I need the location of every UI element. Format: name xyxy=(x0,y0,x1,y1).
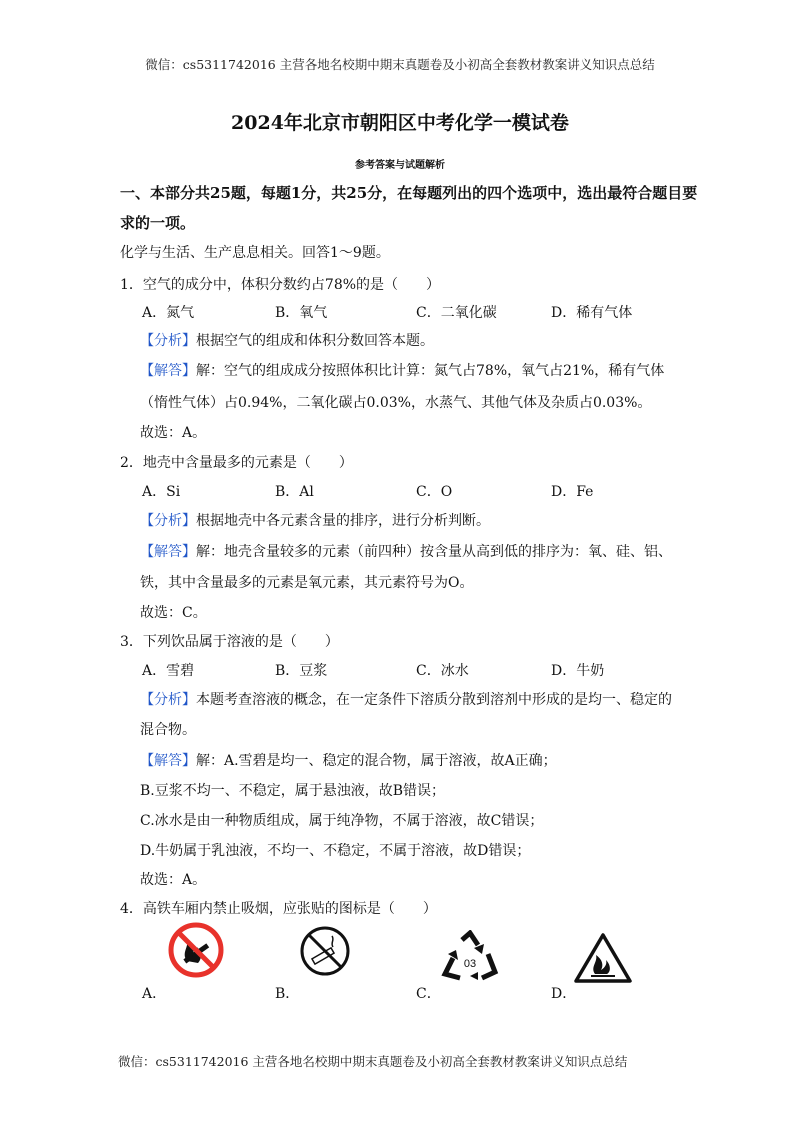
question-3-stem: 3．下列饮品属于溶液的是（ ） xyxy=(120,634,339,650)
question-1-stem: 1．空气的成分中，体积分数约占78%的是（ ） xyxy=(120,277,441,293)
q2-option-d: D．Fe xyxy=(551,484,594,500)
q3-answer-b: B.豆浆不均一、不稳定，属于悬浊液，故B错误； xyxy=(140,783,446,799)
no-fire-icon xyxy=(167,921,225,979)
q4-option-b: B． xyxy=(275,986,300,1002)
q4-option-d: D． xyxy=(551,986,577,1002)
q2-answer: 【解答】解：地壳含量较多的元素（前四种）按含量从高到低的排序为：氧、硅、铝、 xyxy=(140,544,672,560)
q1-answer: 【解答】解：空气的组成成分按照体积比计算：氮气占78%，氧气占21%，稀有气体 xyxy=(140,363,665,379)
question-4-stem: 4．高铁车厢内禁止吸烟，应张贴的图标是（ ） xyxy=(120,901,437,917)
intro-text: 化学与生活、生产息息相关。回答1～9题。 xyxy=(120,245,390,261)
q3-option-a: A．雪碧 xyxy=(142,663,195,679)
q2-option-b: B．Al xyxy=(275,484,314,500)
q4-option-c: C． xyxy=(416,986,441,1002)
q4-option-a: A． xyxy=(142,986,167,1002)
q2-answer-cont: 铁，其中含量最多的元素是氧元素，其元素符号为O。 xyxy=(140,575,474,591)
q1-option-d: D．稀有气体 xyxy=(551,305,633,321)
q1-answer-cont: （惰性气体）占0.94%，二氧化碳占0.03%，水蒸气、其他气体及杂质占0.03%。 xyxy=(140,395,652,411)
q2-choice: 故选：C。 xyxy=(140,605,207,621)
analysis-tag: 【分析】 xyxy=(140,333,196,349)
answer-tag: 【解答】 xyxy=(140,363,196,379)
page-footer: 微信：cs5311742016 主营各地名校期中期末真题卷及小初高全套教材教案讲义知识点总结 xyxy=(118,1054,628,1069)
q3-option-c: C．冰水 xyxy=(416,663,469,679)
page-subtitle: 参考答案与试题解析 xyxy=(355,160,445,171)
q2-option-a: A．Si xyxy=(142,484,181,500)
q3-option-d: D．牛奶 xyxy=(551,663,605,679)
q1-choice: 故选：A。 xyxy=(140,425,207,441)
q2-analysis: 【分析】根据地壳中各元素含量的排序，进行分析判断。 xyxy=(140,513,490,529)
q3-answer-c: C.冰水是由一种物质组成，属于纯净物，不属于溶液，故C错误； xyxy=(140,813,544,829)
q1-option-a: A．氮气 xyxy=(142,305,195,321)
section-heading: 一、本部分共25题，每题1分，共25分，在每题列出的四个选项中，选出最符合题目要求的一项。 xyxy=(120,184,698,232)
analysis-tag: 【分析】 xyxy=(140,513,196,529)
no-smoking-icon xyxy=(299,925,351,977)
answer-tag: 【解答】 xyxy=(140,544,196,560)
flammable-warning-icon xyxy=(573,932,633,984)
page-title: 2024年北京市朝阳区中考化学一模试卷 xyxy=(231,112,569,134)
q3-option-b: B．豆浆 xyxy=(275,663,328,679)
q2-option-c: C．O xyxy=(416,484,453,500)
q3-choice: 故选：A。 xyxy=(140,872,207,888)
q3-analysis: 【分析】本题考查溶液的概念，在一定条件下溶质分散到溶剂中形成的是均一、稳定的 xyxy=(140,692,672,708)
answer-tag: 【解答】 xyxy=(140,753,196,769)
q1-analysis: 【分析】根据空气的组成和体积分数回答本题。 xyxy=(140,333,434,349)
q3-answer-d: D.牛奶属于乳浊液，不均一、不稳定，不属于溶液，故D错误； xyxy=(140,843,531,859)
recycle-number: 03 xyxy=(463,958,477,970)
page-header: 微信：cs5311742016 主营各地名校期中期末真题卷及小初高全套教材教案讲义知识点总结 xyxy=(145,57,655,72)
q3-answer: 【解答】解：A.雪碧是均一、稳定的混合物，属于溶液，故A正确； xyxy=(140,753,557,769)
recycle-icon xyxy=(440,930,500,986)
analysis-tag: 【分析】 xyxy=(140,692,196,708)
q3-analysis-cont: 混合物。 xyxy=(140,722,196,738)
q1-option-c: C．二氧化碳 xyxy=(416,305,497,321)
question-2-stem: 2．地壳中含量最多的元素是（ ） xyxy=(120,455,353,471)
q1-option-b: B．氧气 xyxy=(275,305,328,321)
